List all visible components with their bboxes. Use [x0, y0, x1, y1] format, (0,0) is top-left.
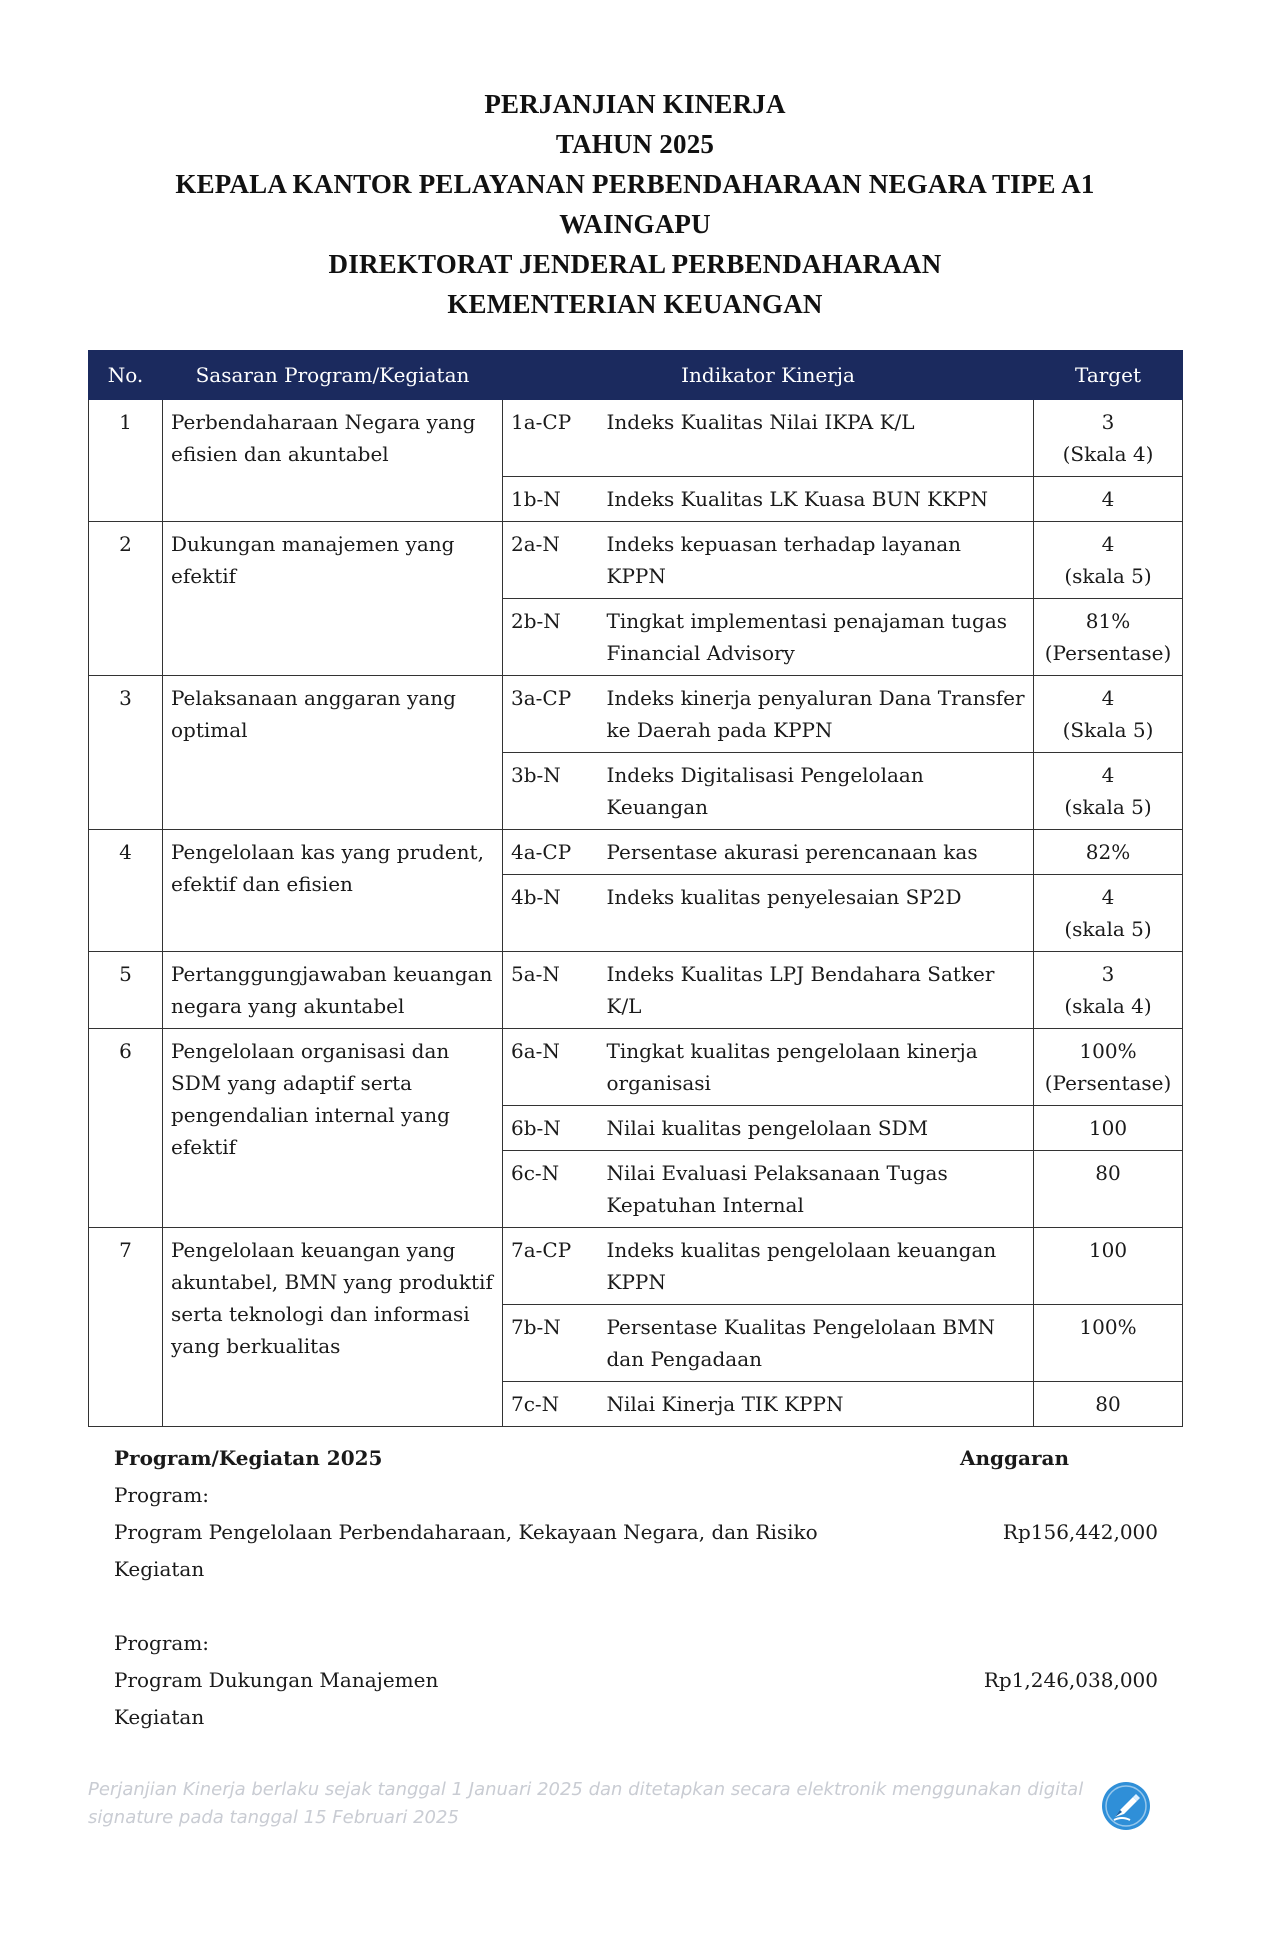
target-cell — [1034, 599, 1183, 676]
target-cell — [1034, 875, 1183, 952]
indicator-text: Indeks kualitas penyelesaian SP2D — [599, 875, 1034, 952]
row-number: 6 — [89, 1029, 163, 1228]
header-target: Target — [1034, 351, 1183, 400]
target-cell — [1034, 477, 1183, 522]
target-cell — [1034, 522, 1183, 599]
target-value: 4 — [1101, 686, 1115, 710]
row-number: 2 — [89, 522, 163, 676]
target-cell — [1034, 1106, 1183, 1151]
kegiatan-label: Kegiatan — [114, 1557, 205, 1581]
indicator-text: Indeks Kualitas LK Kuasa BUN KKPN — [599, 477, 1034, 522]
table-row — [89, 830, 1183, 875]
indicator-code: 1b-N — [503, 477, 599, 522]
indicator-code: 7b-N — [503, 1305, 599, 1382]
performance-table — [88, 350, 1183, 1427]
table-row — [89, 400, 1183, 477]
indicator-text: Nilai Evaluasi Pelaksanaan Tugas Kepatuhan Internal — [599, 1151, 1034, 1228]
target-value: 81% — [1085, 609, 1131, 633]
indicator-text: Persentase Kualitas Pengelolaan BMN dan Pengadaan — [599, 1305, 1034, 1382]
program-amount: Rp1,246,038,000 — [983, 1668, 1158, 1692]
indicator-text: Nilai Kinerja TIK KPPN — [599, 1382, 1034, 1427]
program-row — [114, 1662, 1158, 1699]
indicator-code: 7a-CP — [503, 1228, 599, 1305]
target-value: (skala 5) — [1064, 795, 1152, 819]
target-value: 100% — [1079, 1039, 1137, 1063]
indicator-code: 3a-CP — [503, 676, 599, 753]
indicator-text: Tingkat implementasi penajaman tugas Financial Advisory — [599, 599, 1034, 676]
program-header-right: Anggaran — [960, 1446, 1070, 1470]
target-value: 3 — [1101, 410, 1115, 434]
indicator-text: Indeks kinerja penyaluran Dana Transfer ke Daerah pada KPPN — [599, 676, 1034, 753]
program-section — [114, 1440, 1158, 1736]
target-cell — [1034, 676, 1183, 753]
target-value: 80 — [1095, 1161, 1121, 1185]
target-cell — [1034, 1228, 1183, 1305]
table-header-row — [89, 351, 1183, 400]
title-line-5: DIREKTORAT JENDERAL PERBENDAHARAAN — [328, 249, 942, 279]
indicator-code: 2a-N — [503, 522, 599, 599]
indicator-code: 1a-CP — [503, 400, 599, 477]
target-value: 100% — [1079, 1315, 1137, 1339]
sasaran-cell: Pengelolaan keuangan yang akuntabel, BMN yang produktif serta teknologi dan informasi yang berkualitas — [163, 1228, 503, 1427]
table-row — [89, 1228, 1183, 1305]
table-row — [89, 1029, 1183, 1106]
footer-note: Perjanjian Kinerja berlaku sejak tanggal 1 Januari 2025 dan ditetapkan secara elektronik menggunakan digital signature pada tanggal 15 Februari 2025 — [88, 1779, 1084, 1828]
row-number: 1 — [89, 400, 163, 522]
indicator-text: Persentase akurasi perencanaan kas — [599, 830, 1034, 875]
kegiatan-label: Kegiatan — [114, 1705, 205, 1729]
program-header-left: Program/Kegiatan 2025 — [114, 1446, 383, 1470]
row-number: 3 — [89, 676, 163, 830]
target-value: (Skala 4) — [1062, 442, 1154, 466]
target-cell — [1034, 400, 1183, 477]
indicator-code: 4a-CP — [503, 830, 599, 875]
target-cell — [1034, 753, 1183, 830]
target-cell — [1034, 1382, 1183, 1427]
program-header-row — [114, 1440, 1158, 1477]
row-number: 7 — [89, 1228, 163, 1427]
target-value: 4 — [1101, 885, 1115, 909]
program-label: Program: — [114, 1483, 210, 1507]
indicator-text: Tingkat kualitas pengelolaan kinerja organisasi — [599, 1029, 1034, 1106]
indicator-text: Indeks Kualitas LPJ Bendahara Satker K/L — [599, 952, 1034, 1029]
row-number: 5 — [89, 952, 163, 1029]
target-cell — [1034, 952, 1183, 1029]
indicator-text: Nilai kualitas pengelolaan SDM — [599, 1106, 1034, 1151]
indicator-text: Indeks kualitas pengelolaan keuangan KPPN — [599, 1228, 1034, 1305]
table-row — [89, 522, 1183, 599]
title-line-1: PERJANJIAN KINERJA — [484, 89, 786, 119]
indicator-code: 2b-N — [503, 599, 599, 676]
sasaran-cell: Dukungan manajemen yang efektif — [163, 522, 503, 676]
sasaran-cell: Pertanggungjawaban keuangan negara yang akuntabel — [163, 952, 503, 1029]
table-body — [89, 400, 1183, 1427]
target-value: 4 — [1101, 763, 1115, 787]
indicator-code: 4b-N — [503, 875, 599, 952]
program-name: Program Dukungan Manajemen — [114, 1668, 439, 1692]
sasaran-cell: Pelaksanaan anggaran yang optimal — [163, 676, 503, 830]
target-cell — [1034, 1305, 1183, 1382]
target-value: 100 — [1088, 1116, 1128, 1140]
spacer — [114, 1588, 1158, 1625]
indicator-code: 6b-N — [503, 1106, 599, 1151]
target-value: 82% — [1085, 840, 1131, 864]
title-line-2: TAHUN 2025 — [555, 129, 715, 159]
target-cell — [1034, 1151, 1183, 1228]
row-number: 4 — [89, 830, 163, 952]
document-title — [0, 84, 1270, 324]
digital-signature-pen-icon — [1100, 1780, 1152, 1832]
title-line-3: KEPALA KANTOR PELAYANAN PERBENDAHARAAN NEGARA TIPE A1 — [175, 169, 1095, 199]
target-value: (Persentase) — [1044, 1071, 1172, 1095]
sasaran-cell: Pengelolaan organisasi dan SDM yang adaptif serta pengendalian internal yang efektif — [163, 1029, 503, 1228]
indicator-text: Indeks Kualitas Nilai IKPA K/L — [599, 400, 1034, 477]
program-row — [114, 1514, 1158, 1551]
header-indikator: Indikator Kinerja — [503, 351, 1034, 400]
table-row — [89, 952, 1183, 1029]
target-value: 4 — [1101, 532, 1115, 556]
target-value: (skala 5) — [1064, 564, 1152, 588]
target-cell — [1034, 830, 1183, 875]
title-line-6: KEMENTERIAN KEUANGAN — [447, 289, 823, 319]
header-no: No. — [89, 351, 163, 400]
target-value: (Persentase) — [1044, 641, 1172, 665]
header-sasaran: Sasaran Program/Kegiatan — [163, 351, 503, 400]
indicator-code: 5a-N — [503, 952, 599, 1029]
target-value: 100 — [1088, 1238, 1128, 1262]
indicator-text: Indeks kepuasan terhadap layanan KPPN — [599, 522, 1034, 599]
target-value: (skala 4) — [1064, 994, 1152, 1018]
title-line-4: WAINGAPU — [559, 209, 711, 239]
indicator-code: 7c-N — [503, 1382, 599, 1427]
program-name: Program Pengelolaan Perbendaharaan, Kekayaan Negara, dan Risiko — [114, 1520, 818, 1544]
target-value: (Skala 5) — [1062, 718, 1154, 742]
target-value: 80 — [1095, 1392, 1121, 1416]
target-value: 3 — [1101, 962, 1115, 986]
sasaran-cell: Perbendaharaan Negara yang efisien dan akuntabel — [163, 400, 503, 522]
indicator-code: 6c-N — [503, 1151, 599, 1228]
program-label: Program: — [114, 1631, 210, 1655]
target-value: (skala 5) — [1064, 917, 1152, 941]
indicator-code: 3b-N — [503, 753, 599, 830]
sasaran-cell: Pengelolaan kas yang prudent, efektif dan efisien — [163, 830, 503, 952]
target-cell — [1034, 1029, 1183, 1106]
indicator-code: 6a-N — [503, 1029, 599, 1106]
target-value: 4 — [1101, 487, 1115, 511]
indicator-text: Indeks Digitalisasi Pengelolaan Keuangan — [599, 753, 1034, 830]
table-row — [89, 676, 1183, 753]
program-amount: Rp156,442,000 — [1002, 1520, 1158, 1544]
